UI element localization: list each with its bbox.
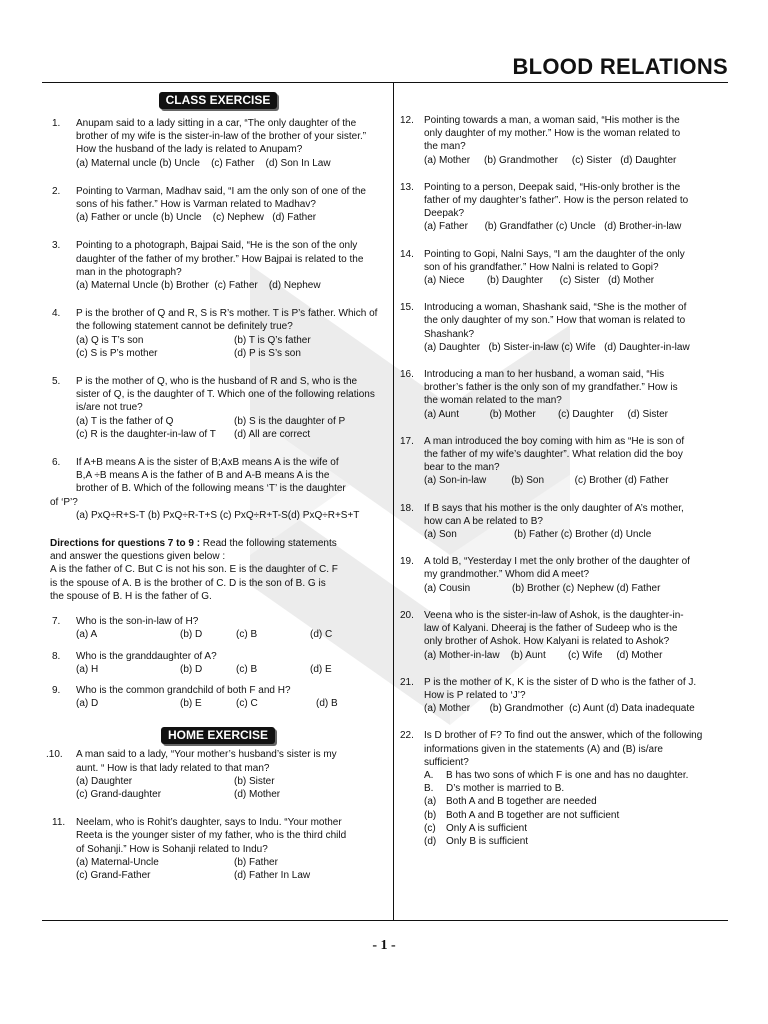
- options: (a) A (b) D (c) B (d) C: [76, 629, 333, 641]
- question-16: 16. Introducing a man to her husband, a woman said, “His brother’s father is the only son of my grandfather.” How is the woman related to the man? (a) Aunt (b) Mother (c) Daughter (d) Sister: [398, 368, 728, 421]
- question-12: 12. Pointing towards a man, a woman said, “His mother is the only daughter of my mother.” How is the woman related to the man? (a) Mother (b) Grandmother (c) Sister (d) Daughter: [398, 114, 728, 167]
- options: (a) Maternal-Uncle (b) Father (c) Grand-Father (d) Father In Law: [76, 856, 311, 881]
- question-1: 1. Anupam said to a lady sitting in a car, “The only daughter of the brother of my wife is the sister-in-law of the brother of your sister.” How the husband of the lady is related to Anupam? (a) Maternal uncle (b) Uncle (c) Father (d) Son In Law: [50, 117, 386, 170]
- options: (a) Maternal Uncle (b) Brother (c) Father (d) Nephew: [76, 280, 321, 292]
- question-10: .10. A man said to a lady, “Your mother’s husband’s sister is my aunt. “ How is that lady related to that man? (a) Daughter (b) Sister (c) Grand-daughter (d) Mother: [50, 748, 386, 801]
- question-6: 6. If A+B means A is the sister of B;AxB means A is the wife of B,A ÷B means A is the father of B and A-B means A is the brother of B. Which of the following means ‘T’ is the daughter of ‘P’? (a) PxQ÷R+S-T (b) PxQ÷R-T+S (c) PxQ÷R+T-S (d) PxQ÷R+S+T: [50, 456, 386, 522]
- question-22: 22. Is D brother of F? To find out the answer, which of the following informations given in the statements (A) and (B) is/are sufficient? A. B has two sons of which F is one and has no daughter. B. D’s mother is married to B. (a) Both A and B together are needed (b) Both A and B together are not sufficient (c) Only A is sufficient (d) Only B is sufficient: [398, 729, 728, 848]
- question-21: 21. P is the mother of K, K is the sister of D who is the father of J. How is P related to ‘J’? (a) Mother (b) Grandmother (c) Aunt (d) Data inadequate: [398, 676, 728, 716]
- options: (a) Daughter (b) Sister (c) Grand-daughter (d) Mother: [76, 775, 281, 800]
- statement-list: A. B has two sons of which F is one and has no daughter. B. D’s mother is married to B. (a) Both A and B together are needed (b) Both A and B together are not sufficient (c) Only A is sufficient (d) Only B is sufficient: [424, 769, 689, 847]
- options: (a) PxQ÷R+S-T (b) PxQ÷R-T+S (c) PxQ÷R+T-S (d) PxQ÷R+S+T: [76, 509, 360, 521]
- options: (a) Mother (b) Grandmother (c) Aunt (d) Data inadequate: [424, 703, 695, 715]
- right-column: [398, 114, 728, 848]
- options: (a) Son (b) Father (c) Brother (d) Uncle: [424, 529, 652, 541]
- options: (a) D (b) E (c) C (d) B: [76, 698, 338, 710]
- options: (a) Son-in-law (b) Son (c) Brother (d) Father: [424, 475, 669, 487]
- question-4: 4. P is the brother of Q and R, S is R’s mother. T is P’s father. Which of the following statement cannot be definitely true? (a) Q is T’s son (b) T is Q’s father (c) S is P’s mother (d) P is S’s son: [50, 307, 386, 360]
- page-title: BLOOD RELATIONS: [512, 54, 728, 79]
- question-20: 20. Veena who is the sister-in-law of Ashok, is the daughter-in- law of Kalyani. Dheeraj is the father of Sudeep who is the only brother of Ashok. How Kalyani is related to Ashok? (a) Mother-in-law (b) Aunt (c) Wife (d) Mother: [398, 609, 728, 662]
- question-5: 5. P is the mother of Q, who is the husband of R and S, who is the sister of Q, is the daughter of T. Which one of the following relations is/are not true? (a) T is the father of Q (b) S is the daughter of P (c) R is the daughter-in-law of T (d) All are correct: [50, 375, 386, 441]
- options: (a) Father (b) Grandfather (c) Uncle (d) Brother-in-law: [424, 221, 682, 233]
- options: (a) Mother-in-law (b) Aunt (c) Wife (d) Mother: [424, 649, 663, 661]
- question-18: 18. If B says that his mother is the only daughter of A’s mother, how can A be related to B? (a) Son (b) Father (c) Brother (d) Uncle: [398, 502, 728, 542]
- question-19: 19. A told B, “Yesterday I met the only brother of the daughter of my grandmother.” Whom did A meet? (a) Cousin (b) Brother (c) Nephew (d) Father: [398, 555, 728, 595]
- directions-block: Directions for questions 7 to 9 : Read the following statements and answer the questions given below : A is the father of C. But C is not his son. E is the daughter of C. F is the spouse of A. B is the brother of C. D is the son of B. G is the spouse of B. H is the father of G.: [50, 538, 338, 602]
- options: (a) H (b) D (c) B (d) E: [76, 663, 332, 675]
- question-8: 8. Who is the granddaughter of A? (a) H (b) D (c) B (d) E: [50, 650, 386, 676]
- options: (a) Cousin (b) Brother (c) Nephew (d) Father: [424, 582, 661, 594]
- question-17: 17. A man introduced the boy coming with him as “He is son of the father of my wife’s daughter”. What relation did the boy bear to the man? (a) Son-in-law (b) Son (c) Brother (d) Father: [398, 435, 728, 488]
- column-divider: [393, 82, 394, 920]
- options: (a) Father or uncle (b) Uncle (c) Nephew (d) Father: [76, 212, 317, 224]
- question-3: 3. Pointing to a photograph, Bajpai Said, “He is the son of the only daughter of the father of my brother.” How Bajpai is related to the man in the photograph? (a) Maternal Uncle (b) Brother (c) Father (d) Nephew: [50, 239, 386, 292]
- question-2: 2. Pointing to Varman, Madhav said, “I am the only son of one of the sons of his father.” How is Varman related to Madhav? (a) Father or uncle (b) Uncle (c) Nephew (d) Father: [50, 185, 386, 225]
- question-15: 15. Introducing a woman, Shashank said, “She is the mother of the only daughter of my son.” How that woman is related to Shashank? (a) Daughter (b) Sister-in-law (c) Wife (d) Daughter-in-law: [398, 301, 728, 354]
- header-rule: [42, 82, 728, 83]
- footer-rule: [42, 920, 728, 921]
- options: (a) Aunt (b) Mother (c) Daughter (d) Sister: [424, 408, 668, 420]
- options: (a) T is the father of Q (b) S is the daughter of P (c) R is the daughter-in-law of T (d) All are correct: [76, 415, 346, 440]
- options: (a) Niece (b) Daughter (c) Sister (d) Mother: [424, 275, 655, 287]
- home-exercise-heading: HOME EXERCISE: [161, 727, 275, 744]
- question-11: 11. Neelam, who is Rohit’s daughter, says to Indu. “Your mother Reeta is the younger sister of my father, who is the third child of Sohanji.” How is Sohanji related to Indu? (a) Maternal-Uncle (b) Father (c) Grand-Father (d) Father In Law: [50, 816, 386, 882]
- question-13: 13. Pointing to a person, Deepak said, “His-only brother is the father of my daughter’s father”. How is the person related to Deepak? (a) Father (b) Grandfather (c) Uncle (d) Brother-in-law: [398, 181, 728, 234]
- options: (a) Mother (b) Grandmother (c) Sister (d) Daughter: [424, 154, 677, 166]
- options: (a) Q is T’s son (b) T is Q’s father (c) S is P’s mother (d) P is S’s son: [76, 334, 311, 359]
- options: (a) Maternal uncle (b) Uncle (c) Father (d) Son In Law: [76, 157, 331, 169]
- question-14: 14. Pointing to Gopi, Nalni Says, “I am the daughter of the only son of his grandfather.” How Nalni is related to Gopi? (a) Niece (b) Daughter (c) Sister (d) Mother: [398, 248, 728, 288]
- left-column: [46, 92, 386, 882]
- question-9: 9. Who is the common grandchild of both F and H? (a) D (b) E (c) C (d) B: [50, 684, 386, 710]
- class-exercise-heading: CLASS EXERCISE: [159, 92, 278, 109]
- question-7: 7. Who is the son-in-law of H? (a) A (b) D (c) B (d) C: [50, 615, 386, 641]
- page-number: - 1 -: [372, 938, 396, 953]
- options: (a) Daughter (b) Sister-in-law (c) Wife (d) Daughter-in-law: [424, 341, 690, 353]
